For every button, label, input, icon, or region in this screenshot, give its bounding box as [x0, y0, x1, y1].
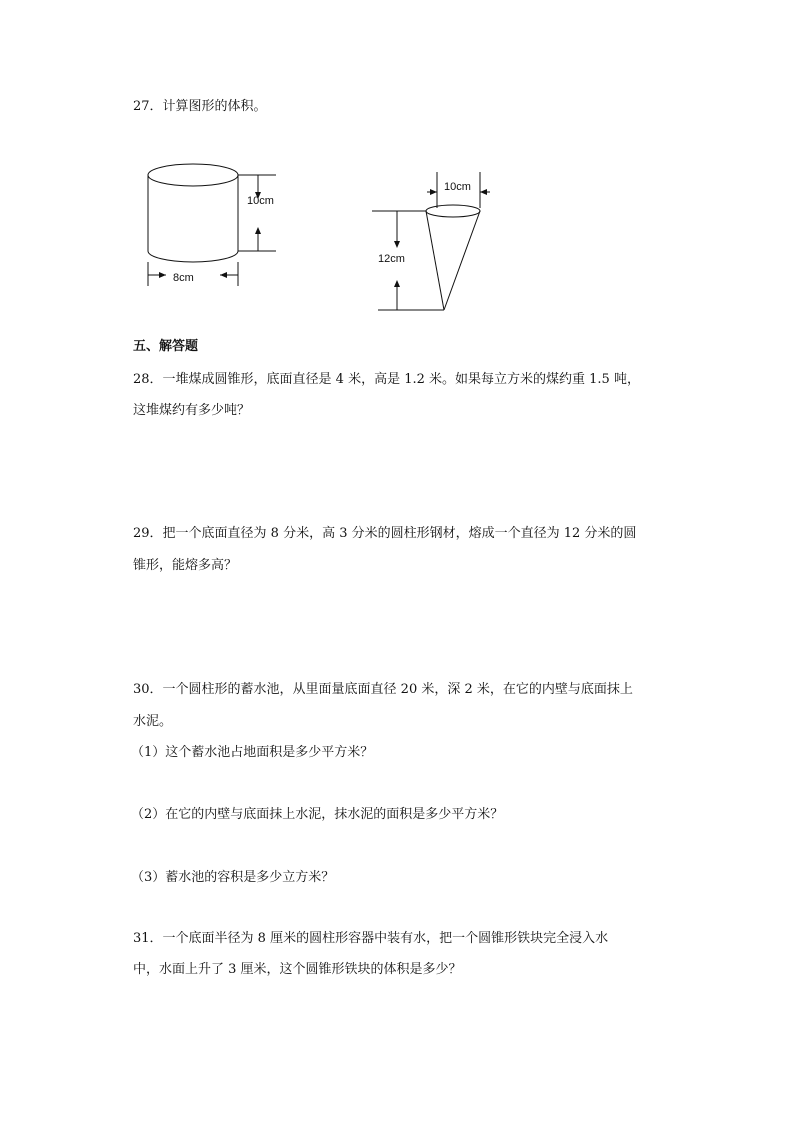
- q27-title: 27．计算图形的体积。: [133, 99, 267, 114]
- cone-figure: [370, 168, 500, 318]
- q30-line2: 水泥。: [133, 714, 173, 729]
- cylinder-height-label: 10cm: [247, 195, 274, 207]
- q28-line1: 28．一堆煤成圆锥形，底面直径是 4 米，高是 1.2 米。如果每立方米的煤约重 1.5 吨，: [133, 372, 640, 387]
- q30-sub2: （2）在它的内壁与底面抹上水泥，抹水泥的面积是多少平方米？: [131, 807, 504, 822]
- q31-line2: 中，水面上升了 3 厘米，这个圆锥形铁块的体积是多少？: [133, 962, 462, 977]
- cylinder-diameter-label: 8cm: [173, 272, 194, 284]
- q30-sub1: （1）这个蓄水池占地面积是多少平方米？: [131, 745, 374, 760]
- q29-line2: 锥形，能熔多高？: [133, 558, 238, 573]
- q28-line2: 这堆煤约有多少吨？: [133, 403, 251, 418]
- cylinder-figure: [140, 155, 290, 295]
- q30-line1: 30．一个圆柱形的蓄水池，从里面量底面直径 20 米，深 2 米，在它的内壁与底面抹上: [133, 682, 633, 697]
- cone-height-label: 12cm: [378, 253, 405, 265]
- q29-line1: 29．把一个底面直径为 8 分米，高 3 分米的圆柱形钢材，熔成一个直径为 12 分米的圆: [133, 526, 637, 541]
- q30-sub3: （3）蓄水池的容积是多少立方米？: [131, 870, 335, 885]
- section-heading: 五、解答题: [133, 339, 199, 354]
- cone-diameter-label: 10cm: [444, 181, 471, 193]
- q31-line1: 31．一个底面半径为 8 厘米的圆柱形容器中装有水，把一个圆锥形铁块完全浸入水: [133, 931, 609, 946]
